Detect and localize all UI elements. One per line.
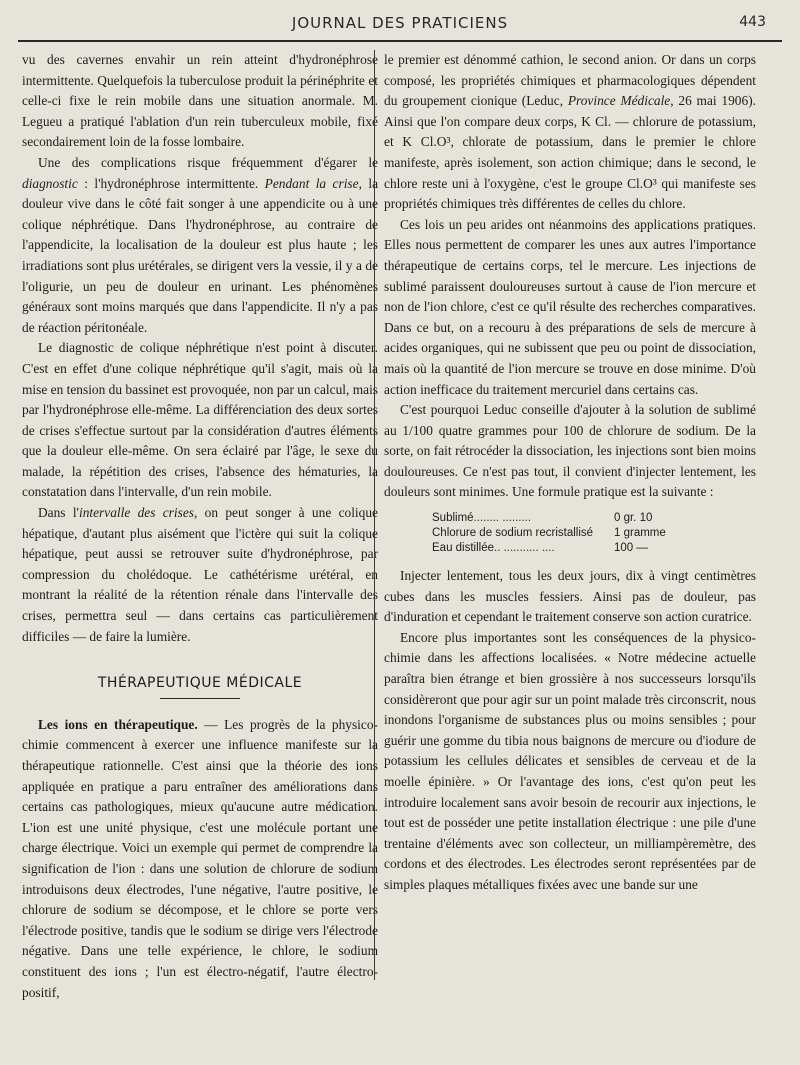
prescription-formula xyxy=(432,511,756,556)
paragraph: Le diagnostic de colique néphrétique n'est point à discuter. C'est en effet d'une colique néphrétique qu'il s'agit, mais où la mise en tension du bassinet est provoquée, non par un calcul, mais par l'hydronéphrose elle-même. La différenciation des deux sortes de crises s'effectue surtout par la considération d'autres éléments que la douleur elle-même. On sera éclairé par l'âge, le sexe du malade, la répétition des crises, l'absence des hématuries, la constatation dans l'intervalle, d'un rein mobile. xyxy=(22,340,378,500)
formula-row: Sublimé........ ......... 0 gr. 10 xyxy=(432,512,653,525)
article-title: Les ions en thérapeutique. xyxy=(38,716,198,732)
journal-title: JOURNAL DES PRATICIENS xyxy=(291,14,509,32)
paragraph: Une des complications risque fréquemment d'égarer le diagnostic : l'hydronéphrose intermittente. Pendant la crise, la douleur vive dans le côté fait songer à une appendicite ou à une colique néphrétique. Dans l'hydronéphrose, au contraire de l'appendicite, la localisation de la douleur est plus haute ; les irradiations sont plus urétérales, se dirigent vers la vessie, il y a de l'oligurie, un peu de douleur en urinant. Les phénomènes généraux sont moins marqués que dans l'appendicite. Il n'y a pas de réaction péritonéale. xyxy=(22,154,378,335)
page-header xyxy=(18,8,782,38)
paragraph: le premier est dénommé cathion, le second anion. Or dans un corps composé, les propriétés chimiques et pharmacologiques dépendent du groupement cionique (Leduc, Province Médicale, 26 mai 1906). Ainsi que l'on compare deux corps, K Cl. — chlorure de potassium, et K Cl.O³, chlorate de potassium, dans le premier le chlore manifeste, après isolement, son action chimique; dans le second, le chlore reste uni à l'oxygène, c'est le groupe Cl.O³ qui manifeste ses propriétés chimiques très différentes de celles du chlore. xyxy=(384,52,756,212)
formula-row: Chlorure de sodium recristallisé 1 gramme xyxy=(432,527,666,540)
header-rule xyxy=(18,40,782,42)
right-column xyxy=(384,50,756,896)
paragraph: C'est pourquoi Leduc conseille d'ajouter à la solution de sublimé au 1/100 quatre grammes pour 100 de chlorure de sodium. De la sorte, on fait rétrocéder la dissociation, les injections sont bien moins douloureuses. Ce n'est pas tout, il convient d'injecter lentement, les douleurs sont minimes. Une formule pratique est la suivante : xyxy=(384,402,756,500)
left-column xyxy=(22,50,378,1003)
paragraph: vu des cavernes envahir un rein atteint d'hydronéphrose intermittente. Quelquefois la tuberculose produit la périnéphrite et celle-ci fixe le rein mobile dans une situation anormale. M. Legueu a pratiqué l'ablation d'un rein tuberculeux mobile, fixé secondairement loin de la fosse lombaire. xyxy=(22,52,378,150)
column-divider xyxy=(374,50,375,980)
formula-row: Eau distillée.. ........... .... 100 — xyxy=(432,542,648,555)
article-paragraph: Les ions en thérapeutique. — Les progrès de la physico-chimie commencent à exercer une influence manifeste sur la thérapeutique rationnelle. C'est ainsi que la théorie des ions appliquée en pratique a paru entraîner des améliorations dans certains cas pathologiques, mieux qu'aucune autre médication. L'ion est une unité physique, c'est une molécule portant une charge électrique. Voici un exemple qui permet de comprendre la signification de l'ion : dans une solution de chlorure de sodium introduisons deux électrodes, l'une négative, l'autre positive, le chlorure de sodium se décompose, et le chlore se porte vers l'électrode positive, tandis que le sodium se dirige vers l'électrode négative. Dans une telle expérience, le chlore, le sodium constituent des ions ; l'un est électro-négatif, l'autre électro-positif, xyxy=(22,716,378,1000)
paragraph: Ces lois un peu arides ont néanmoins des applications pratiques. Elles nous permettent de comparer les unes aux autres l'importance thérapeutique de certains corps, tel le mercure. Les injections de sublimé paraissent douloureuses surtout à cause de l'ion mercure et non de l'ion chlore, c'est ce qu'il résulte des recherches comparatives. Dans ce but, on a recouru à des préparations de sels de mercure à acides organiques, qui ne subissent que peu ou point de dissociation, mais où la quantité de l'ion mercure se trouve en dose minime. D'où action inefficace du traitement mercuriel dans certains cas. xyxy=(384,216,756,397)
paragraph: Dans l'intervalle des crises, on peut songer à une colique hépatique, d'autant plus aisément que l'ictère qui suit la colique hépatique, peut aussi se retrouver suite d'hydronéphrose, par compression du cholédoque. Le cathétérisme urétéral, en montrant la réalité de la rétention rénale dans l'intervalle des crises, permettra seul — dans certains cas particulièrement difficiles — de faire la lumière. xyxy=(22,505,378,644)
section-rule xyxy=(160,698,240,699)
page-number: 443 xyxy=(739,14,766,30)
section-title: THÉRAPEUTIQUE MÉDICALE xyxy=(97,675,303,692)
paragraph: Encore plus importantes sont les conséquences de la physico-chimie dans les affections localisées. « Notre médecine actuelle paraîtra bien étrange et bien grossière à nos successeurs lorsqu'ils considèreront que pour agir sur un point malade très circonscrit, nous inondons l'organisme de substances plus ou moins sensibles ; pour guérir une gomme du tibia nous baignons de mercure ou d'iodure de potassium les cellules délicates et sensibles de cerveau et de la moelle épinière. » Or l'avantage des ions, c'est qu'on peut les introduire localement sans avoir besoin de recourir aux injections, le tout est de posséder une petite installation électrique : une pile d'une trentaine d'éléments avec son collecteur, un milliampèremètre, des cordons et des électrodes. Les électrodes seront représentées par de simples plaques métalliques fixées avec une bande sur une xyxy=(384,629,756,892)
paragraph: Injecter lentement, tous les deux jours, dix à vingt centimètres cubes dans les muscles fessiers. Ainsi pas de douleur, pas d'induration et cependant le traitement conserve son action curatrice. xyxy=(384,568,756,625)
